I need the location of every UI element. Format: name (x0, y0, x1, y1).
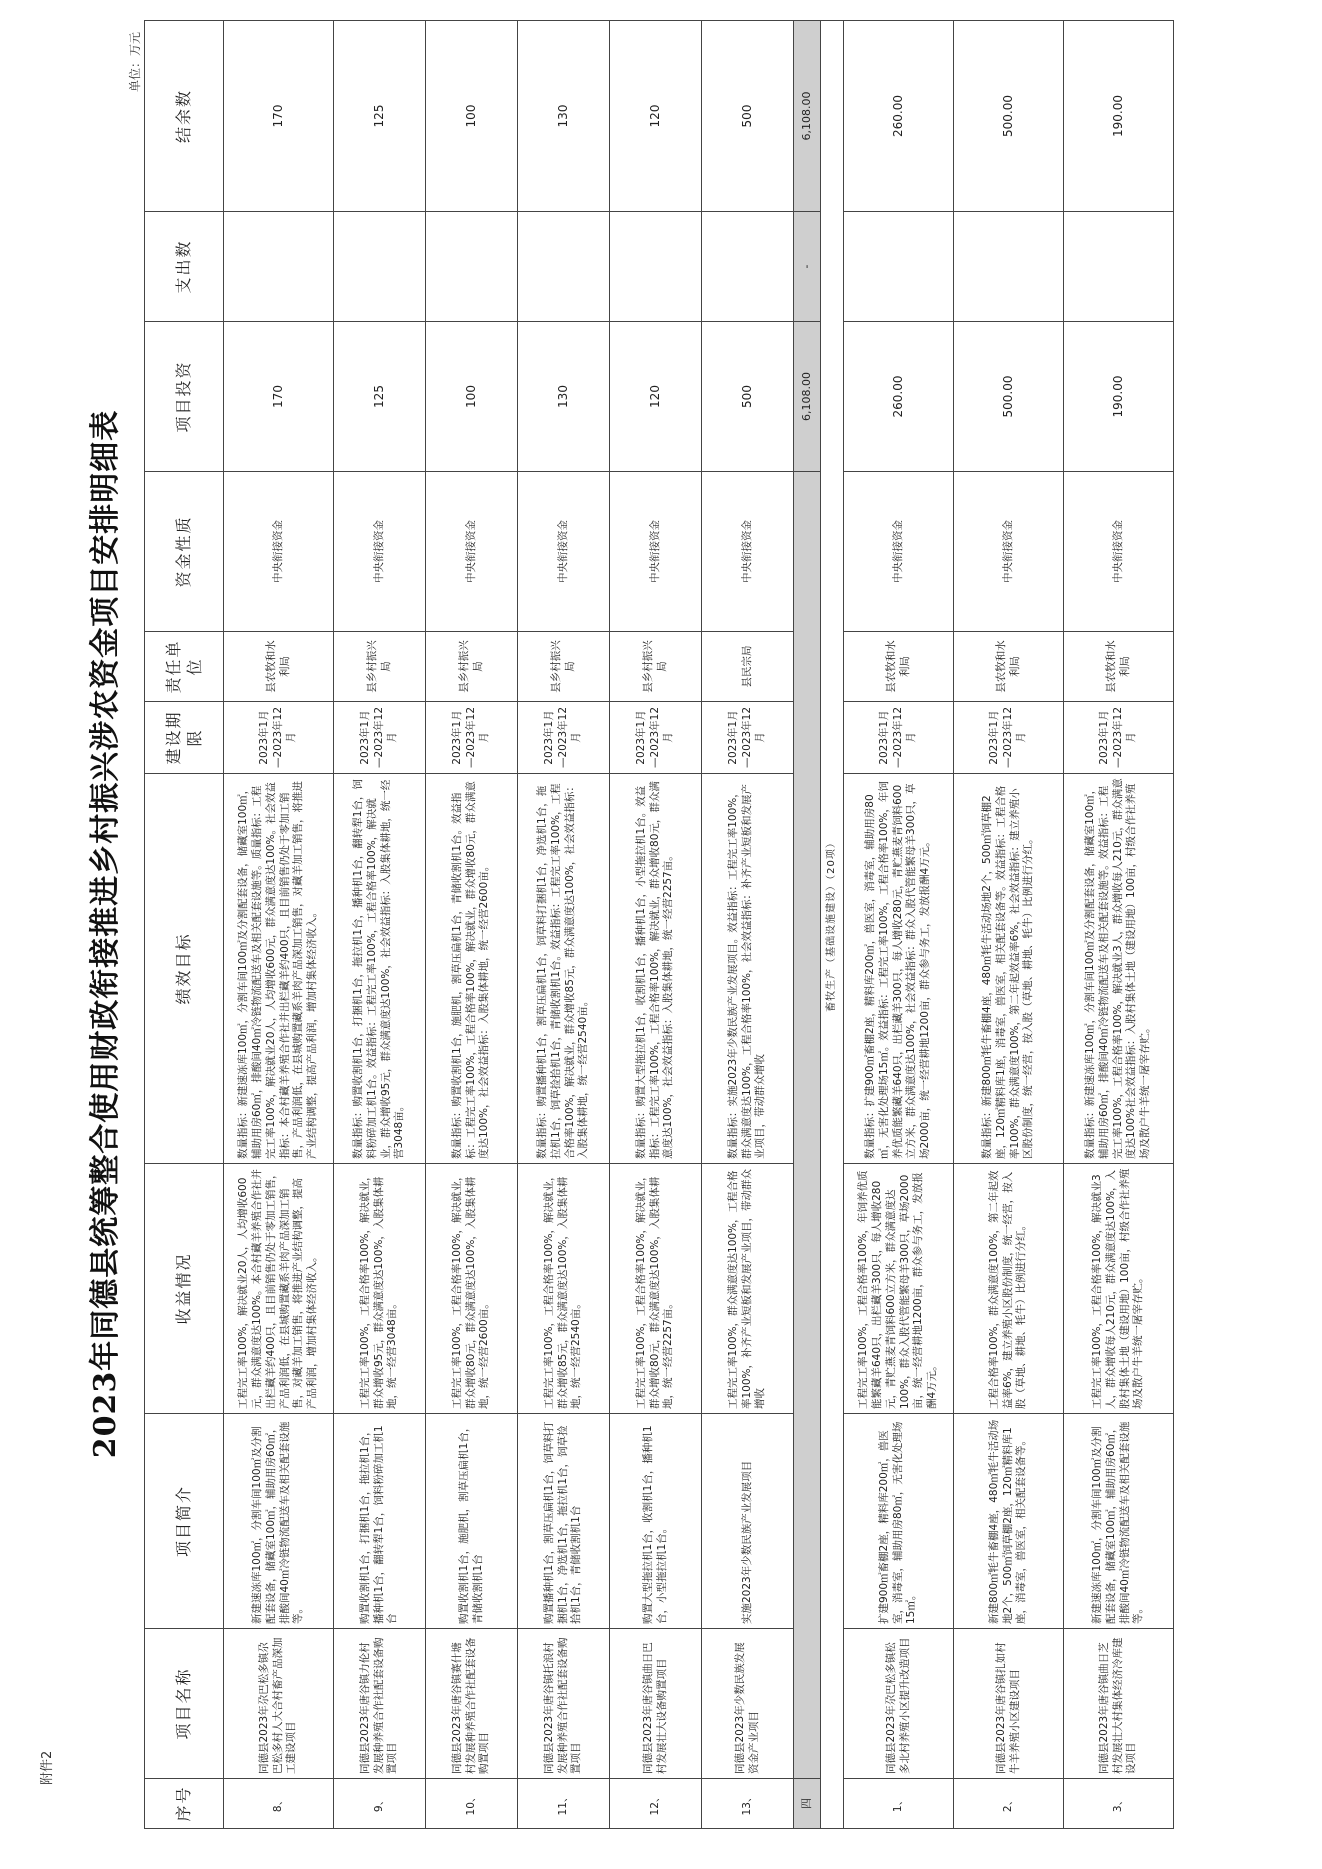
cell-goal: 数量指标：新建速冻库100㎡，分割车间100㎡及分割配套设备，储藏室100㎡，辅助用房60㎡，排酸间40㎡冷链物流配送车及相关配套设施等。效益指标：工程完工率100%，工程合格率100%，解决就业3人，群众增收每人210元，群众满意度达100%社会效益指标：入股村集体土地（建设用地）100亩，村级合作社养殖场及散户牛羊统一屠宰存贮。 (1064, 774, 1174, 1164)
cell-invest: 500.00 (954, 322, 1064, 472)
cell-spent (334, 212, 426, 322)
cell-spent (954, 212, 1064, 322)
cell-balance: 130 (518, 21, 610, 212)
cell-fund: 中央衔接资金 (610, 472, 702, 632)
header-spent: 支出数 (145, 212, 224, 322)
table-row (1064, 21, 1174, 1829)
cell-name: 同德县2023年唐谷镇赛什塘村发展种养殖合作社配套设备购置项目 (426, 1629, 518, 1779)
cell-goal: 数量指标：购置收割机1台，打捆机1台，拖拉机1台，播种机1台，翻转犁1台，饲料粉碎加工机1台。效益指标：工程完工率100%，工程合格率100%，解决就业，群众增收95元，群众满意度达100%，社会效益指标：入股集体耕地，统一经营3048亩。 (334, 774, 426, 1164)
subsection-title: 畜牧生产（基础设施建设）（20项） (821, 21, 844, 1829)
section-invest: 6,108.00 (794, 322, 821, 472)
cell-no: 1、 (844, 1779, 954, 1829)
page-title: 2023年同德县统筹整合使用财政衔接推进乡村振兴涉农资金项目安排明细表 (88, 409, 123, 1459)
table-row (426, 21, 518, 1829)
cell-balance: 260.00 (844, 21, 954, 212)
cell-goal: 数量指标：扩建900㎡畜棚2座，精料库200㎡，兽医室，消毒室，辅助用房80㎡，无害化处理场15㎡。效益指标：工程完工率100%，工程合格率100%，年饲养优质能繁藏羊640只，出栏藏羊300只，每人增收280元，青贮燕麦青饲料600立方米，群众满意度达100%，社会效益指标：群众入股代管能繁母羊300只，草场2000亩，统一经营耕地1200亩，群众参与务工，发放报酬4万元。 (844, 774, 954, 1164)
cell-fund: 中央衔接资金 (224, 472, 334, 632)
cell-no: 2、 (954, 1779, 1064, 1829)
table-row (610, 21, 702, 1829)
cell-invest: 130 (518, 322, 610, 472)
cell-balance: 500 (702, 21, 794, 212)
cell-spent (702, 212, 794, 322)
cell-name: 同德县2023年唐谷镇扎如村牛羊养殖小区建设项目 (954, 1629, 1064, 1779)
cell-intro: 购置播种机1台，割草压扁机1台，饲草料打捆机1台，净选机1台，拖拉机1台，饲草捡拾机1台，青储收割机1台 (518, 1414, 610, 1629)
cell-invest: 260.00 (844, 322, 954, 472)
cell-no: 9、 (334, 1779, 426, 1829)
cell-spent (224, 212, 334, 322)
cell-period: 2023年1月—2023年12月 (702, 702, 794, 774)
cell-intro: 扩建900㎡畜棚2座，精料库200㎡，兽医室，消毒室，辅助用房80㎡，无害化处理场15㎡。 (844, 1414, 954, 1629)
cell-period: 2023年1月—2023年12月 (844, 702, 954, 774)
cell-period: 2023年1月—2023年12月 (518, 702, 610, 774)
cell-goal: 数量指标：实施2023年少数民族产业发展项目。效益指标：工程完工率100%，群众满意度达100%，工程合格率100%，社会效益指标：补齐产业短板和发展产业项目，带动群众增收 (702, 774, 794, 1164)
cell-unit: 县乡村振兴局 (334, 632, 426, 702)
cell-benefit: 工程完工率100%，工程合格率100%，解决就业，群众增收80元，群众满意度达100%，入股集体耕地，统一经营2600亩。 (426, 1164, 518, 1414)
cell-period: 2023年1月—2023年12月 (954, 702, 1064, 774)
section-balance: 6,108.00 (794, 21, 821, 212)
header-intro: 项目简介 (145, 1414, 224, 1629)
header-name: 项目名称 (145, 1629, 224, 1779)
cell-spent (518, 212, 610, 322)
cell-intro: 新建速冻库100㎡，分割车间100㎡及分割配套设备，储藏室100㎡，辅助用房60㎡，排酸间40㎡冷链物流配送车及相关配套设施等。 (224, 1414, 334, 1629)
cell-goal: 数量指标：新建速冻库100㎡，分割车间100㎡及分割配套设备，储藏室100㎡，辅助用房60㎡，排酸间40㎡冷链物流配送车及相关配套设施等。质量指标：工程完工率100%，解决就业20人，人均增收600元，群众满意度达100%。社会效益指标：本合村藏羊养殖合作社并出栏藏羊约400只，且目前销售仍处于零加工销售，产品利润低，在县城购置藏系羊肉产品深加工销售，对藏羊加工销售，将推进产业结构调整，提高产品利润，增加村集体经济收入。 (224, 774, 334, 1164)
cell-name: 同德县2023年尕巴松多镇尕巴松多村人大合村畜产品深加工建设项目 (224, 1629, 334, 1779)
cell-unit: 县乡村振兴局 (610, 632, 702, 702)
cell-invest: 170 (224, 322, 334, 472)
cell-intro: 新建800㎡牦牛畜棚4座，480㎡牦牛活动场地2个，500㎡饲草棚2座，120㎡精料库1座，消毒室，兽医室，相关配套设备等。 (954, 1414, 1064, 1629)
cell-no: 13、 (702, 1779, 794, 1829)
cell-benefit: 工程合格率100%，群众满意度100%，第二年起效益率6%，建立养殖小区股份制度，统一经营，按入股（草地、耕地、牦牛）比例进行分红。 (954, 1164, 1064, 1414)
cell-intro: 购置收割机1台，施肥机，割草压扁机1台，青储收割机1台 (426, 1414, 518, 1629)
cell-invest: 500 (702, 322, 794, 472)
table-row (224, 21, 334, 1829)
section-spent: - (794, 212, 821, 322)
cell-unit: 县民宗局 (702, 632, 794, 702)
cell-benefit: 工程完工率100%，工程合格率100%，解决就业，群众增收80元，群众满意度达100%，入股集体耕地，统一经营2257亩。 (610, 1164, 702, 1414)
cell-no: 12、 (610, 1779, 702, 1829)
header-balance: 结余数 (145, 21, 224, 212)
cell-unit: 县农牧和水利局 (844, 632, 954, 702)
table-row (518, 21, 610, 1829)
header-no: 序号 (145, 1779, 224, 1829)
cell-balance: 170 (224, 21, 334, 212)
table-header-row (145, 21, 224, 1829)
cell-balance: 100 (426, 21, 518, 212)
cell-intro: 实施2023年少数民族产业发展项目 (702, 1414, 794, 1629)
cell-benefit: 工程完工率100%，解决就业20人，人均增收600元，群众满意度达100%。本合村藏羊养殖合作社并出栏藏羊约400只，且目前销售仍处于零加工销售，产品利润低，在县城购置藏系羊肉产品深加工销售，对藏羊加工销售，将推进产业结构调整，提高产品利润，增加村集体经济收入。 (224, 1164, 334, 1414)
cell-invest: 100 (426, 322, 518, 472)
header-fund: 资金性质 (145, 472, 224, 632)
cell-goal: 数量指标：购置收割机1台，施肥机，割草压扁机1台，青储收割机1台。效益指标：工程完工率100%，工程合格率100%，解决就业，群众增收80元，群众满意度达100%，社会效益指标：入股集体耕地，统一经营2600亩。 (426, 774, 518, 1164)
cell-fund: 中央衔接资金 (518, 472, 610, 632)
cell-name: 同德县2023年唐谷镇托浪村发展种养殖合作社配套设备购置项目 (518, 1629, 610, 1779)
section-blank (794, 472, 821, 1779)
cell-period: 2023年1月—2023年12月 (334, 702, 426, 774)
subsection-row (821, 21, 844, 1829)
cell-fund: 中央衔接资金 (954, 472, 1064, 632)
cell-no: 11、 (518, 1779, 610, 1829)
section-no: 四 (794, 1779, 821, 1829)
project-table (144, 20, 1174, 1829)
cell-goal: 数量指标：新建800㎡牦牛畜棚4座，480㎡牦牛活动场地2个，500㎡饲草棚2座，120㎡精料库1座，消毒室，兽医室，相关配套设备等。效益指标：工程合格率100%，群众满意度100%，第二年起效益率6%，社会效益指标：建立养殖小区股份制度，统一经营，按入股（草地、耕地、牦牛）比例进行分红。 (954, 774, 1064, 1164)
cell-intro: 购置大型拖拉机1台，收割机1台，播种机1台，小型拖拉机1台。 (610, 1414, 702, 1629)
cell-name: 同德县2023年少数民族发展资金产业项目 (702, 1629, 794, 1779)
cell-benefit: 工程完工率100%，工程合格率100%，年饲养优质能繁藏羊640只，出栏藏羊300只，每人增收280元，青贮燕麦青饲料600立方米，群众满意度达100%，群众入股代管能繁母羊300只，草场2000亩，统一经营耕地1200亩，群众参与务工，发放报酬4万元。 (844, 1164, 954, 1414)
cell-benefit: 工程完工率100%，工程合格率100%，解决就业3人，群众增收每人210元，群众满意度达100%，入股村集体土地（建设用地）100亩，村级合作社养殖场及散户牛羊统一屠宰存贮。 (1064, 1164, 1174, 1414)
cell-balance: 120 (610, 21, 702, 212)
cell-benefit: 工程完工率100%，群众满意度达100%，工程合格率100%，补齐产业短板和发展产业项目，带动群众增收 (702, 1164, 794, 1414)
cell-invest: 125 (334, 322, 426, 472)
cell-unit: 县乡村振兴局 (426, 632, 518, 702)
header-benefit: 收益情况 (145, 1164, 224, 1414)
unit-label: 单位：万元 (128, 32, 142, 93)
cell-goal: 数量指标：购置大型拖拉机1台，收割机1台，播种机1台，小型拖拉机1台。效益指标：工程完工率100%，工程合格率100%，解决就业，群众增收80元，群众满意度达100%，社会效益指标：入股集体耕地，统一经营2257亩。 (610, 774, 702, 1164)
cell-name: 同德县2023年尕巴松多镇松多北村养殖小区提升改造项目 (844, 1629, 954, 1779)
cell-period: 2023年1月—2023年12月 (426, 702, 518, 774)
cell-intro: 新建速冻库100㎡，分割车间100㎡及分割配套设备，储藏室100㎡，辅助用房60㎡，排酸间40㎡冷链物流配送车及相关配套设施等。 (1064, 1414, 1174, 1629)
cell-intro: 购置收割机1台，打捆机1台，拖拉机1台，播种机1台，翻转犁1台，饲料粉碎加工机1台 (334, 1414, 426, 1629)
cell-benefit: 工程完工率100%，工程合格率100%，解决就业，群众增收95元，群众满意度达100%，入股集体耕地，统一经营3048亩。 (334, 1164, 426, 1414)
cell-unit: 县农牧和水利局 (1064, 632, 1174, 702)
table-row (844, 21, 954, 1829)
cell-period: 2023年1月—2023年12月 (224, 702, 334, 774)
cell-fund: 中央衔接资金 (334, 472, 426, 632)
cell-unit: 县农牧和水利局 (224, 632, 334, 702)
cell-benefit: 工程完工率100%，工程合格率100%，解决就业，群众增收85元，群众满意度达100%，入股集体耕地，统一经营2540亩。 (518, 1164, 610, 1414)
cell-no: 3、 (1064, 1779, 1174, 1829)
cell-goal: 数量指标：购置播种机1台，割草压扁机1台，饲草料打捆机1台，净选机1台，拖拉机1台，饲草捡拾机1台，青储收割机1台。效益指标：工程完工率100%，工程合格率100%，解决就业，群众增收85元，群众满意度达100%，社会效益指标：入股集体耕地，统一经营2540亩。 (518, 774, 610, 1164)
cell-fund: 中央衔接资金 (426, 472, 518, 632)
header-unit: 责任单位 (145, 632, 224, 702)
cell-balance: 190.00 (1064, 21, 1174, 212)
cell-period: 2023年1月—2023年12月 (1064, 702, 1174, 774)
cell-period: 2023年1月—2023年12月 (610, 702, 702, 774)
cell-fund: 中央衔接资金 (844, 472, 954, 632)
header-goal: 绩效目标 (145, 774, 224, 1164)
cell-invest: 120 (610, 322, 702, 472)
cell-invest: 190.00 (1064, 322, 1174, 472)
cell-fund: 中央衔接资金 (702, 472, 794, 632)
cell-no: 10、 (426, 1779, 518, 1829)
cell-spent (1064, 212, 1174, 322)
cell-name: 同德县2023年唐谷镇曲日巴村发展壮大设备购置项目 (610, 1629, 702, 1779)
header-invest: 项目投资 (145, 322, 224, 472)
header-period: 建设期限 (145, 702, 224, 774)
table-row (702, 21, 794, 1829)
table-row (334, 21, 426, 1829)
cell-balance: 500.00 (954, 21, 1064, 212)
cell-unit: 县乡村振兴局 (518, 632, 610, 702)
table-row (954, 21, 1064, 1829)
cell-fund: 中央衔接资金 (1064, 472, 1174, 632)
cell-spent (426, 212, 518, 322)
cell-balance: 125 (334, 21, 426, 212)
cell-name: 同德县2023年唐谷镇曲日芝村发展壮大村集体经济冷库建设项目 (1064, 1629, 1174, 1779)
section-row (794, 21, 821, 1829)
cell-spent (610, 212, 702, 322)
cell-no: 8、 (224, 1779, 334, 1829)
cell-unit: 县农牧和水利局 (954, 632, 1064, 702)
attachment-label: 附件2 (40, 1750, 55, 1785)
cell-name: 同德县2023年唐谷镇力伦村发展种养殖合作社配套设备购置项目 (334, 1629, 426, 1779)
cell-spent (844, 212, 954, 322)
